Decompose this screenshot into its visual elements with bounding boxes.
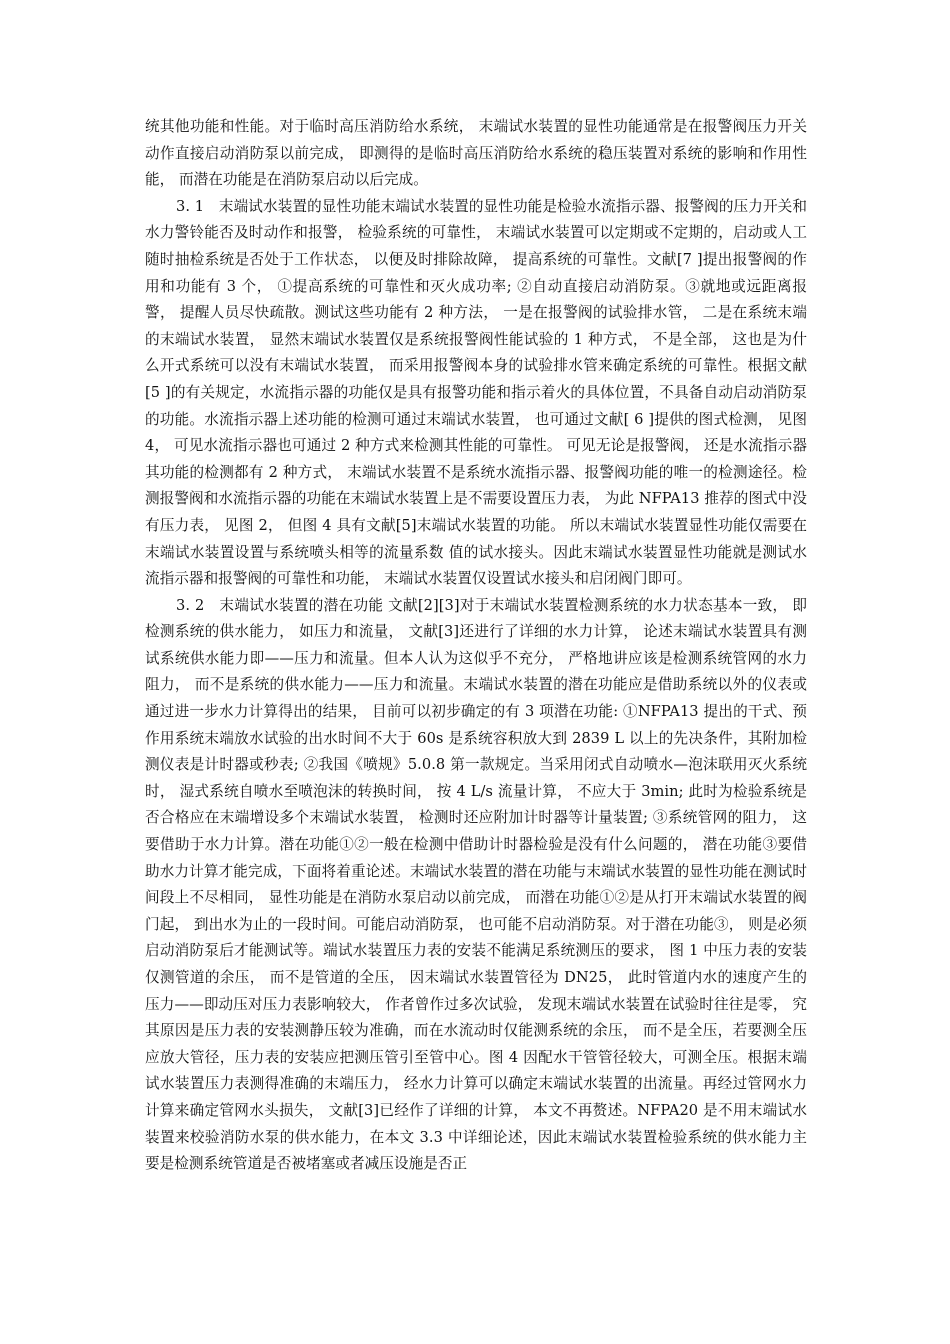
paragraph-intro: 统其他功能和性能。对于临时高压消防给水系统， 末端试水装置的显性功能通常是在报警阀压力开关动作直接启动消防泵以前完成， 即测得的是临时高压消防给水系统的稳压装置对系统的影响和作用性能， 而潜在功能是在消防泵启动以后完成。	[145, 118, 807, 189]
document-page	[145, 114, 807, 1178]
paragraph-section-3-2: 3. 2 末端试水装置的潜在功能 文献[2][3]对于末端试水装置检测系统的水力状态基本一致， 即检测系统的供水能力， 如压力和流量， 文献[3]还进行了详细的水力计算， 论述末端试水装置具有测试系统供水能力即——压力和流量。但本人认为这似乎不充分， 严格地讲应该是检测系统管网的水力阻力， 而不是系统的供水能力——压力和流量。末端试水装置的潜在功能应是借助系统以外的仪表或通过进一步水力计算得出的结果， 目前可以初步确定的有 3 项潜在功能: ①NFPA13 提出的干式、预作用系统末端放水试验的出水时间不大于 60s 是系统容积放大到 2839 L 以上的先决条件，其附加检测仪表是计时器或秒表; ②我国《喷规》5.0.8 第一款规定。当采用闭式自动喷水—泡沫联用灭火系统时， 湿式系统自喷水至喷泡沫的转换时间， 按 4 L/s 流量计算， 不应大于 3min; 此时为检验系统是否合格应在末端增设多个末端试水装置， 检测时还应附加计时器等计量装置; ③系统管网的阻力， 这要借助于水力计算。潜在功能①②一般在检测中借助计时器检验是没有什么问题的， 潜在功能③要借助水力计算才能完成，下面将着重论述。末端试水装置的潜在功能与末端试水装置的显性功能在测试时间段上不尽相同， 显性功能是在消防水泵启动以前完成， 而潜在功能①②是从打开末端试水装置的阀门起， 到出水为止的一段时间。可能启动消防泵， 也可能不启动消防泵。对于潜在功能③， 则是必须启动消防泵后才能测试等。端试水装置压力表的安装不能满足系统测压的要求， 图 1 中压力表的安装仅测管道的余压， 而不是管道的全压， 因末端试水装置管径为 DN25， 此时管道内水的速度产生的压力——即动压对压力表影响较大， 作者曾作过多次试验， 发现末端试水装置在试验时往往是零， 究其原因是压力表的安装测静压较为准确，而在水流动时仅能测系统的余压， 而不是全压，若要测全压应放大管径，压力表的安装应把测压管引至管中心。图 4 因配水干管管径较大，可测全压。根据末端试水装置压力表测得准确的末端压力， 经水力计算可以确定末端试水装置的出流量。再经过管网水力计算来确定管网水头损失， 文献[3]已经作了详细的计算， 本文不再赘述。NFPA20 是不用末端试水装置来校验消防水泵的供水能力，在本文 3.3 中详细论述，因此末端试水装置检验系统的供水能力主要是检测系统管道是否被堵塞或者减压设施是否正	[145, 596, 807, 1173]
paragraph-section-3-1: 3. 1 末端试水装置的显性功能末端试水装置的显性功能是检验水流指示器、报警阀的压力开关和水力警铃能否及时动作和报警， 检验系统的可靠性， 末端试水装置可以定期或不定期的，启动或人工随时抽检系统是否处于工作状态， 以便及时排除故障， 提高系统的可靠性。文献[7 ]提出报警阀的作用和功能有 3 个， ①提高系统的可靠性和灭火成功率; ②自动直接启动消防泵。③就地或远距离报警， 提醒人员尽快疏散。测试这些功能有 2 种方法， 一是在报警阀的试验排水管， 二是在系统末端的末端试水装置， 显然末端试水装置仅是系统报警阀性能试验的 1 种方式， 不是全部， 这也是为什么开式系统可以没有末端试水装置， 而采用报警阀本身的试验排水管来确定系统的可靠性。根据文献[5 ]的有关规定，水流指示器的功能仅是具有报警功能和指示着火的具体位置，不具备自动启动消防泵的功能。水流指示器上述功能的检测可通过末端试水装置， 也可通过文献[ 6 ]提供的图式检测， 见图 4， 可见水流指示器也可通过 2 种方式来检测其性能的可靠性。 可见无论是报警阀， 还是水流指示器其功能的检测都有 2 种方式， 末端试水装置不是系统水流指示器、报警阀功能的唯一的检测途径。检测报警阀和水流指示器的功能在末端试水装置上是不需要设置压力表， 为此 NFPA13 推荐的图式中没有压力表， 见图 2， 但图 4 具有文献[5]末端试水装置的功能。 所以末端试水装置显性功能仅需要在末端试水装置设置与系统喷头相等的流量系数 值的试水接头。因此末端试水装置显性功能就是测试水流指示器和报警阀的可靠性和功能， 末端试水装置仅设置试水接头和启闭阀门即可。	[145, 197, 807, 588]
